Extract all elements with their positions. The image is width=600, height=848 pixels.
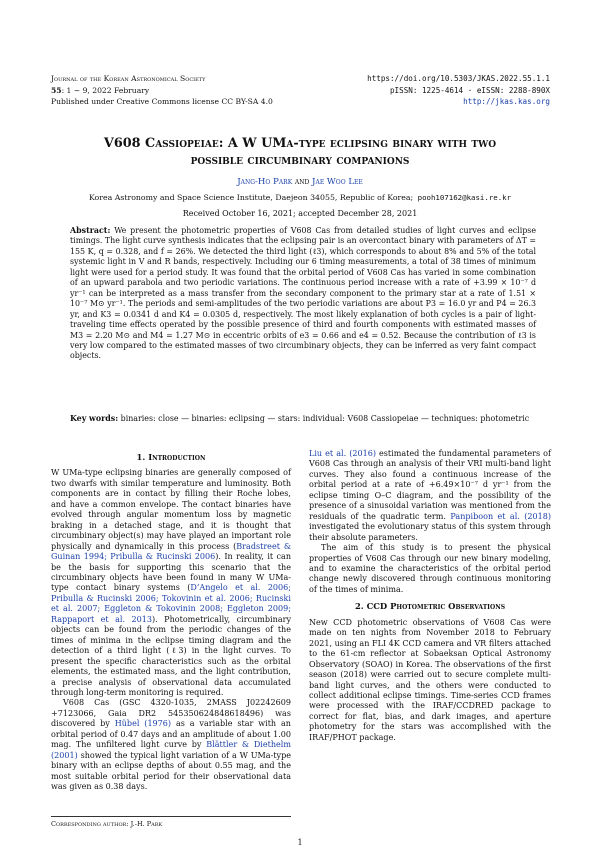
- intro-p1-text-b: ). In reality, it can be the basis for supporting this scenario that the circumbinary objects have been found in many W UMa-type contact binary systems (: [51, 552, 292, 593]
- title-line-2: possible circumbinary companions: [190, 153, 410, 168]
- right-column: [309, 449, 551, 743]
- citation-link[interactable]: Panpiboon et al. (2018): [450, 511, 551, 521]
- volume-line: [51, 85, 273, 97]
- journal-name: Journal of the Korean Astronomical Society: [51, 74, 206, 83]
- license-line: Published under Creative Commons license CC BY-SA 4.0: [51, 97, 273, 106]
- author-conjunction: and: [292, 177, 313, 187]
- title-line-1: V608 Cassiopeiae: A W UMa-type eclipsing binary with two: [103, 136, 497, 151]
- intro-p2-text-d: estimated the fundamental parameters of V608 Cas through an analysis of their VRI multi-band light curves. They also found a continuous increase of the orbital period at a rate of +6.49×10⁻⁷ d yr⁻¹ from the eclipse timing O–C diagram, and the possibility of the presence of a sinusoidal variation was mentioned from the residuals of the quadratic term.: [309, 449, 551, 521]
- received-dates: Received October 16, 2021; accepted December 28, 2021: [182, 209, 418, 218]
- intro-paragraph-1: [51, 468, 291, 698]
- intro-p2-text-e: investigated the evolutionary status of this system through their absolute parameters.: [309, 522, 551, 542]
- page-number: 1: [297, 838, 303, 847]
- paper-title: [40, 135, 560, 169]
- affiliation: [40, 193, 560, 202]
- citation-link[interactable]: Bradstreet & Guinan 1994; Pribulla & Rucinski 2006: [51, 541, 291, 562]
- affiliation-text: Korea Astronomy and Space Science Institute, Daejeon 34055, Republic of Korea;: [88, 193, 414, 202]
- intro-p2-text-b: as a variable star with an orbital period of 0.47 days and an amplitude of about 1.00 mag. The unfiltered light curve by: [51, 719, 291, 750]
- intro-paragraph-2-cont: [309, 449, 551, 543]
- left-column: [51, 449, 291, 793]
- corresponding-author-footnote: Corresponding author: J.-H. Park: [51, 816, 291, 828]
- volume-number: 55: [51, 85, 62, 95]
- abstract-text: We present the photometric properties of V608 Cas from detailed studies of light curves and eclipse timings. The light curve synthesis indicates that the eclipsing pair is an overcontact binary with parameters of ΔT = 155 K, q = 0.328, and f = 26%. We detected the third light (ℓ3), which corresponds to about 8% and 5% of the total systemic light in V and R bands, respectively. Including our 6 timing measurements, a total of 38 times of minimum light were used for a period study. It was found that the orbital period of V608 Cas has varied in some combination of an upward parabola and two periodic variations. The continuous period increase with a rate of +3.99 × 10⁻⁷ d yr⁻¹ can be interpreted as a mass transfer from the secondary component to the primary star at a rate of 1.51 × 10⁻⁷ M⊙ yr⁻¹. The periods and semi-amplitudes of the two periodic variations are about P3 = 16.0 yr and P4 = 26.3 yr, and K3 = 0.0341 d and K4 = 0.0305 d, respectively. The most likely explanation of both cycles is a pair of light-traveling time effects operated by the possible presence of third and fourth components with estimated masses of M3 = 2.20 M⊙ and M4 = 1.27 M⊙ in eccentric orbits of e3 = 0.66 and e4 = 0.52. Because the contribution of ℓ3 is very low compared to the estimated masses of two circumbinary objects, they can be inferred as very faint compact objects.: [70, 226, 536, 361]
- author-park[interactable]: Jang-Ho Park: [237, 177, 293, 187]
- email-address[interactable]: pooh107162@kasi.re.kr: [413, 193, 512, 202]
- doi-header: [367, 73, 550, 108]
- observations-paragraph: New CCD photometric observations of V608 Cas were made on ten nights from November 2018 to February 2021, using an FLI 4K CCD camera and VR filters attached to the 61-cm reflector at Sobaeksan Optical Astronomy Observatory (SOAO) in Korea. The observations of the first season (2018) were carried out to secure complete multi-band light curves, and the others were conducted to collect additional eclipse timings. Time-series CCD frames were processed with the IRAF/CCDRED package to correct for flat, bias, and dark images, and aperture photometry for the stars was accomplished with the IRAF/PHOT package.: [309, 617, 551, 742]
- intro-p1-text-c: ). Photometrically, circumbinary objects can be found from the periodic changes of the times of minima in the eclipse timing diagram and the detection of a third light (ℓ3) in the light curves. To present the specific characteristics such as the orbital elements, the estimated mass, and the light contribution, a precise analysis of observational data accumulated through long-term monitoring is required.: [51, 614, 292, 697]
- citation-link[interactable]: Hübel (1976): [114, 719, 172, 729]
- intro-p2-text-a: V608 Cas (GSC 4320-1035, 2MASS J02242609 +7123066, Gaia DR2 545350624848618496) was discovered by: [51, 698, 291, 729]
- keywords-text: binaries: close — binaries: eclipsing — stars: individual: V608 Cassiopeiae — techniques: photometric: [120, 414, 530, 423]
- section-2-heading: 2. CCD Photometric Observations: [354, 601, 506, 612]
- section-1-heading: 1. Introduction: [136, 452, 206, 462]
- author-list: [0, 177, 600, 187]
- abstract-block: [70, 226, 536, 362]
- intro-p1-text-a: W UMa-type eclipsing binaries are generally composed of two dwarfs with similar temperature and luminosity. Both components are in contact by filling their Roche lobes, and have a common envelope. The contact binaries have evolved through angular momentum loss by magnetic braking in a detached stage, and it is thought that circumbinary object(s) may have played an important role physically and dynamically in this process (: [51, 468, 291, 551]
- intro-p2-text-c: showed the typical light variation of a W UMa-type binary with an eclipse depths of about 0.55 mag, and the most suitable orbital period for their observational data was given as 0.38 days.: [51, 750, 291, 792]
- citation-link[interactable]: Blättler & Diethelm (2001): [51, 740, 291, 760]
- author-lee[interactable]: Jae Woo Lee: [312, 177, 363, 187]
- citation-link[interactable]: D’Angelo et al. 2006; Pribulla & Rucinski 2006; Tokovinin et al. 2006; Rucinski et al. 2007; Eggleton & Tokovinin 2008; Eggleton 2009; Rappaport et al. 2013: [51, 583, 292, 624]
- journal-url-link[interactable]: http://jkas.kas.org: [463, 97, 550, 106]
- intro-paragraph-2: [51, 698, 291, 792]
- issue-pages: : 1 ∼ 9, 2022 February: [61, 85, 150, 95]
- journal-header: [51, 73, 273, 108]
- doi-link[interactable]: https://doi.org/10.5303/JKAS.2022.55.1.1: [367, 74, 550, 83]
- keywords-block: [70, 414, 536, 424]
- intro-paragraph-3: The aim of this study is to present the physical properties of V608 Cas through our new binary modeling, and to examine the characteristics of the orbital period change newly discovered through continuous monitoring of the times of minima.: [309, 543, 551, 594]
- keywords-label: Key words:: [70, 414, 119, 423]
- issn-line: pISSN: 1225-4614 · eISSN: 2288-890X: [389, 85, 550, 95]
- citation-link[interactable]: Liu et al. (2016): [309, 449, 376, 458]
- abstract-label: Abstract:: [70, 226, 111, 235]
